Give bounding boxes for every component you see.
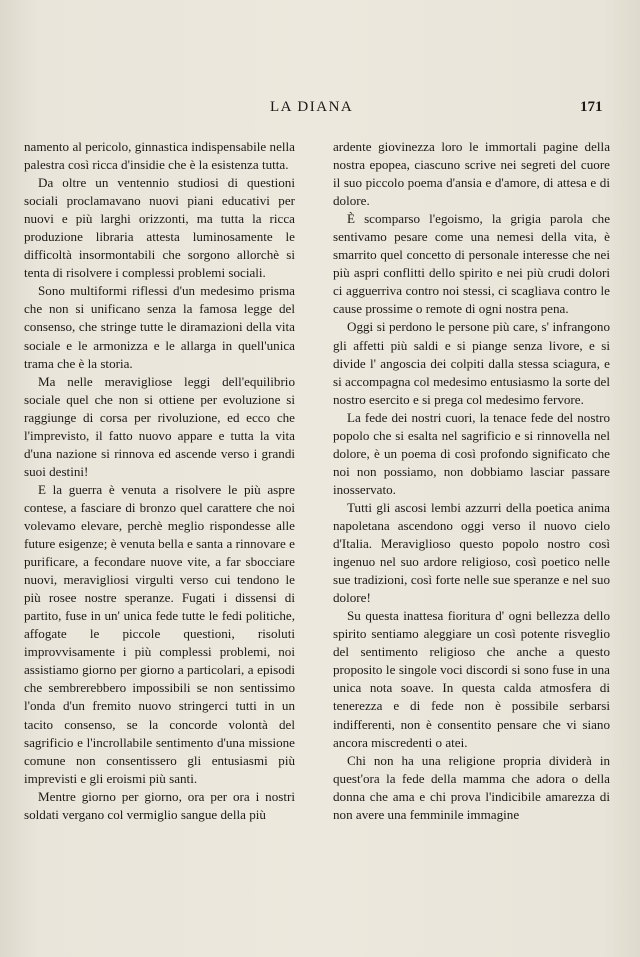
paragraph: Tutti gli ascosi lembi azzurri della poetica anima napoletana ascendono oggi verso il nuovo cielo d'Italia. Meraviglioso questo popolo nostro così ingenuo nel suo ardore religioso, così poetico nelle sue tradizioni, così forte nelle sue speranze e nel suo dolore! bbox=[333, 499, 610, 606]
paragraph: Chi non ha una religione propria dividerà in quest'ora la fede della mamma che adora o della donna che ama e chi prova l'indicibile amarezza di non avere una femminile immagine bbox=[333, 752, 610, 822]
paragraph: E la guerra è venuta a risolvere le più aspre contese, a fasciare di bronzo quel carattere che noi volevamo elevare, perchè meglio rispondesse alle future esigenze; è venuta bella e santa a rinnovare e purificare, a fecondare nuove vite, a far sbocciare nuovi, meravigliosi virgulti verso cui tendono le più rosee nostre speranze. Fugati i dissensi di partito, fuse in un' unica fede tutte le fedi politiche, affogate le piccole questioni, risoluti improvvisamente i più complessi problemi, noi assistiamo giorno per giorno a particolari, a episodi che sembrerebbero impossibili se non sentissimo l'onda d'un fremito nuovo stringerci tutti in un tacito consenso, se la concorde volontà del sagrificio e l'incrollabile sentimento d'una missione comune non consentissero gli entusiasmi più imprevisti e gli eroismi più santi. bbox=[24, 481, 295, 786]
running-title: LA DIANA bbox=[270, 99, 354, 115]
paragraph: namento al pericolo, ginnastica indispensabile nella palestra così ricca d'insidie che è la esistenza tutta. bbox=[24, 139, 295, 173]
left-column bbox=[24, 138, 295, 824]
page-header bbox=[0, 99, 640, 121]
paragraph: La fede dei nostri cuori, la tenace fede del nostro popolo che si esalta nel sagrificio e si rinnovella nel dolore, è un poema di così profondo significato che noi non possiamo, non dobbiamo lasciar passare inosservato. bbox=[333, 409, 610, 497]
page-number: 171 bbox=[580, 99, 603, 115]
paragraph: Sono multiformi riflessi d'un medesimo prisma che non si unificano senza la famosa legge del consenso, che stringe tutte le diramazioni della vita sociale e le armonizza e le allarga in quell'unica trama che è la storia. bbox=[24, 283, 295, 371]
right-column bbox=[333, 138, 610, 824]
paragraph: È scomparso l'egoismo, la grigia parola che sentivamo pesare come una nemesi della vita, è smarrito quel concetto di personale interesse che nei più aspri conflitti dello spirito e nei più crudi dolori ci agguerriva contro noi stessi, ci scagliava contro le cause prossime o remote di ogni nostra pena. bbox=[333, 211, 610, 317]
paragraph: Da oltre un ventennio studiosi di questioni sociali proclamavano nuovi piani educativi per nuovi e più larghi orizzonti, ma tutta la ricca produzione libraria attesta luminosamente le difficoltà insormontabili che sorgono allorchè si tenta di risolvere i complessi problemi sociali. bbox=[24, 175, 295, 281]
paragraph: Ma nelle meravigliose leggi dell'equilibrio sociale quel che non si ottiene per evoluzione si raggiunge di corsa per rivoluzione, ed ecco che l'imprevisto, il fatto nuovo appare e tutta la vita d'una nazione si rinnova ed ascende verso i grandi suoi destini! bbox=[24, 373, 295, 479]
paragraph: Oggi si perdono le persone più care, s' infrangono gli affetti più saldi e si piange senza livore, e si divide l' angoscia dei colpiti dalla stessa sciagura, e si accompagna col medesimo entusiasmo la sorte del nostro esercito e si prega col medesimo fervore. bbox=[333, 319, 610, 407]
paragraph: Mentre giorno per giorno, ora per ora i nostri soldati vergano col vermiglio sangue della più bbox=[24, 788, 295, 822]
paragraph: Su questa inattesa fioritura d' ogni bellezza dello spirito sentiamo aleggiare un così potente risveglio del sentimento religioso che anche a questo proposito le singole voci discordi si sono fuse in una unica nota soave. In questa calda atmosfera di tenerezza e di fede non è possibile serbarsi indifferenti, non è consentito pensare che vi siano ancora miscredenti o atei. bbox=[333, 608, 610, 750]
paragraph: ardente giovinezza loro le immortali pagine della nostra epopea, ciascuno scrive nei segreti del cuore il suo piccolo poema d'ansia e d'amore, di attesa e di dolore. bbox=[333, 139, 610, 209]
